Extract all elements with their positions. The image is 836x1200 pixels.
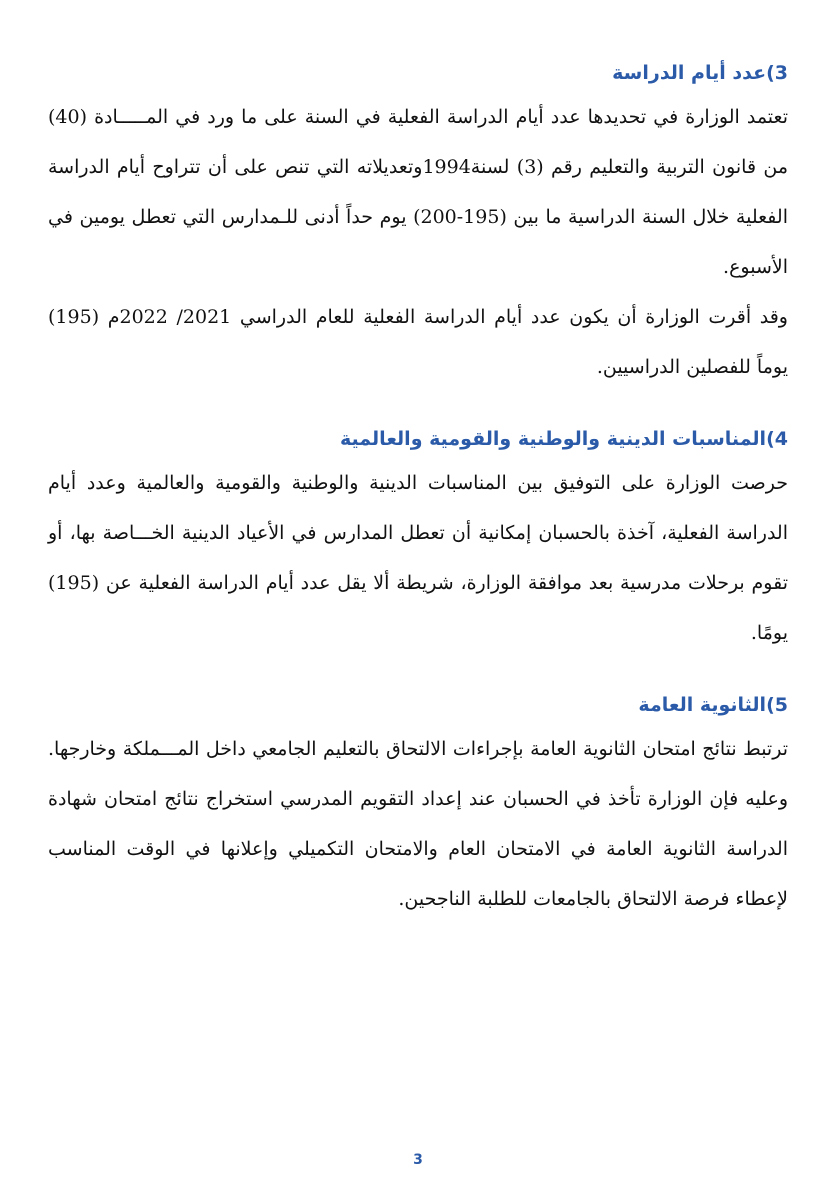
section-paragraph: وقد أقرت الوزارة أن يكون عدد أيام الدراسة الفعلية للعام الدراسي 2021/ 2022م (195) يوماً للفصلين الدراسيين. [48, 306, 788, 378]
section-paragraph: تعتمد الوزارة في تحديدها عدد أيام الدراسة الفعلية في السنة على ما ورد في المـــــادة (40) من قانون التربية والتعليم رقم (3) لسنة1994وتعديلاته التي تنص على أن تتراوح أيام الدراسة الفعلية خلال السنة الدراسية ما بين (195-200) يوم حداً أدنى للـمدارس التي تعطل يومين في الأسبوع. [48, 106, 789, 278]
page-number: 3 [413, 1152, 423, 1168]
section-heading: 4)المناسبات الدينية والوطنية والقومية والعالمية [340, 428, 788, 450]
section-secondary-school [48, 690, 788, 924]
section-paragraph: حرصت الوزارة على التوفيق بين المناسبات الدينية والوطنية والقومية والعالمية وعدد أيام الدراسة الفعلية، آخذة بالحسبان إمكانية أن تعطل المدارس في الأعياد الدينية الخـــاصة بها، أو تقوم برحلات مدرسية بعد موافقة الوزارة، شريطة ألا يقل عدد أيام الدراسة الفعلية عن (195) يومًا. [48, 472, 788, 644]
section-study-days [48, 58, 788, 392]
section-heading: 5)الثانوية العامة [638, 694, 788, 716]
page-content [48, 58, 788, 956]
section-occasions [48, 424, 788, 658]
section-heading: 3)عدد أيام الدراسة [612, 62, 788, 84]
section-paragraph: ترتبط نتائج امتحان الثانوية العامة بإجراءات الالتحاق بالتعليم الجامعي داخل المـــملكة وخارجها. وعليه فإن الوزارة تأخذ في الحسبان عند إعداد التقويم المدرسي استخراج نتائج امتحان شهادة الدراسة الثانوية العامة في الامتحان العام والامتحان التكميلي وإعلانها في الوقت المناسب لإعطاء فرصة الالتحاق بالجامعات للطلبة الناجحين. [48, 738, 788, 910]
